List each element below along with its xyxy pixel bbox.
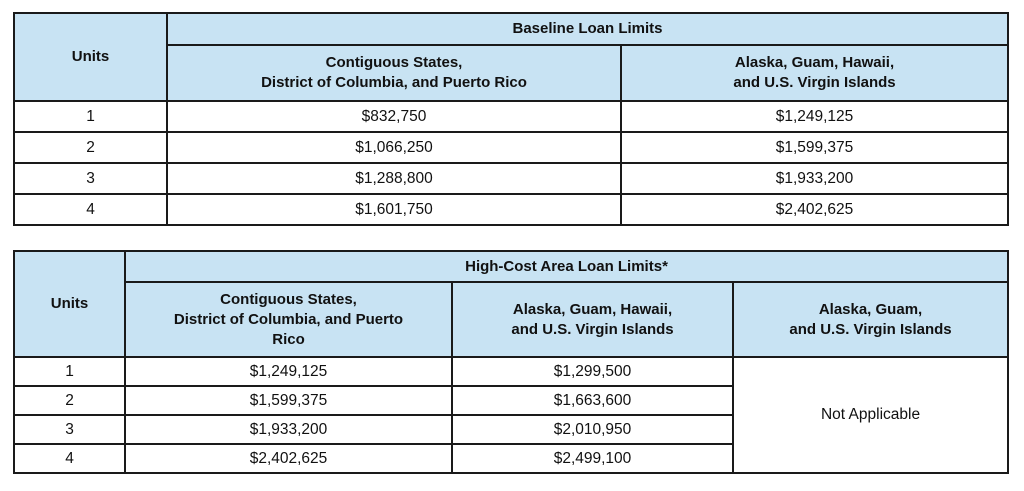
header-line: District of Columbia, and Puerto Rico bbox=[261, 74, 527, 91]
contiguous-limit-cell: $1,601,750 bbox=[167, 194, 621, 225]
units-cell: 2 bbox=[14, 132, 167, 163]
table-row bbox=[14, 163, 1008, 194]
baseline-alaska-guam-hawaii-header bbox=[621, 45, 1008, 101]
header-line: Rico bbox=[272, 330, 305, 348]
header-line: and U.S. Virgin Islands bbox=[511, 320, 674, 338]
other-limit-cell: $2,402,625 bbox=[621, 194, 1008, 225]
contiguous-limit-cell: $832,750 bbox=[167, 101, 621, 132]
other-limit-cell: $1,599,375 bbox=[621, 132, 1008, 163]
units-cell: 1 bbox=[14, 357, 125, 386]
units-cell: 3 bbox=[14, 415, 125, 444]
units-cell: 4 bbox=[14, 194, 167, 225]
other-limit-cell: $1,933,200 bbox=[621, 163, 1008, 194]
header-line: Alaska, Guam, Hawaii, bbox=[512, 300, 673, 318]
high-cost-alaska-guam-header bbox=[733, 282, 1008, 357]
baseline-title: Baseline Loan Limits bbox=[167, 13, 1008, 45]
high-cost-alaska-guam-hawaii-header bbox=[452, 282, 733, 357]
high-cost-units-header: Units bbox=[14, 251, 125, 357]
high-cost-title: High-Cost Area Loan Limits* bbox=[125, 251, 1008, 282]
units-cell: 1 bbox=[14, 101, 167, 132]
not-applicable-cell: Not Applicable bbox=[733, 357, 1008, 473]
high-cost-contiguous-header bbox=[125, 282, 452, 357]
table-row bbox=[14, 101, 1008, 132]
baseline-units-header: Units bbox=[14, 13, 167, 101]
units-cell: 3 bbox=[14, 163, 167, 194]
high-cost-loan-limits-table bbox=[13, 250, 1009, 474]
table-row bbox=[14, 194, 1008, 225]
table-row bbox=[14, 132, 1008, 163]
contiguous-limit-cell: $1,066,250 bbox=[167, 132, 621, 163]
contiguous-limit-cell: $1,288,800 bbox=[167, 163, 621, 194]
header-line: and U.S. Virgin Islands bbox=[733, 74, 896, 91]
contiguous-limit-cell: $1,599,375 bbox=[125, 386, 452, 415]
baseline-loan-limits-table bbox=[13, 12, 1009, 226]
contiguous-limit-cell: $1,933,200 bbox=[125, 415, 452, 444]
header-line: Alaska, Guam, Hawaii, bbox=[734, 54, 895, 71]
other-limit-cell: $1,249,125 bbox=[621, 101, 1008, 132]
other-limit-cell: $1,299,500 bbox=[452, 357, 733, 386]
header-line: Contiguous States, bbox=[325, 54, 463, 71]
header-line: Contiguous States, bbox=[220, 290, 357, 308]
table-row bbox=[14, 357, 1008, 386]
other-limit-cell: $2,010,950 bbox=[452, 415, 733, 444]
units-cell: 4 bbox=[14, 444, 125, 473]
units-cell: 2 bbox=[14, 386, 125, 415]
contiguous-limit-cell: $1,249,125 bbox=[125, 357, 452, 386]
header-line: Alaska, Guam, bbox=[818, 300, 923, 318]
baseline-contiguous-header bbox=[167, 45, 621, 101]
header-line: District of Columbia, and Puerto bbox=[173, 310, 404, 328]
other-limit-cell: $2,499,100 bbox=[452, 444, 733, 473]
contiguous-limit-cell: $2,402,625 bbox=[125, 444, 452, 473]
header-line: and U.S. Virgin Islands bbox=[789, 320, 952, 338]
other-limit-cell: $1,663,600 bbox=[452, 386, 733, 415]
